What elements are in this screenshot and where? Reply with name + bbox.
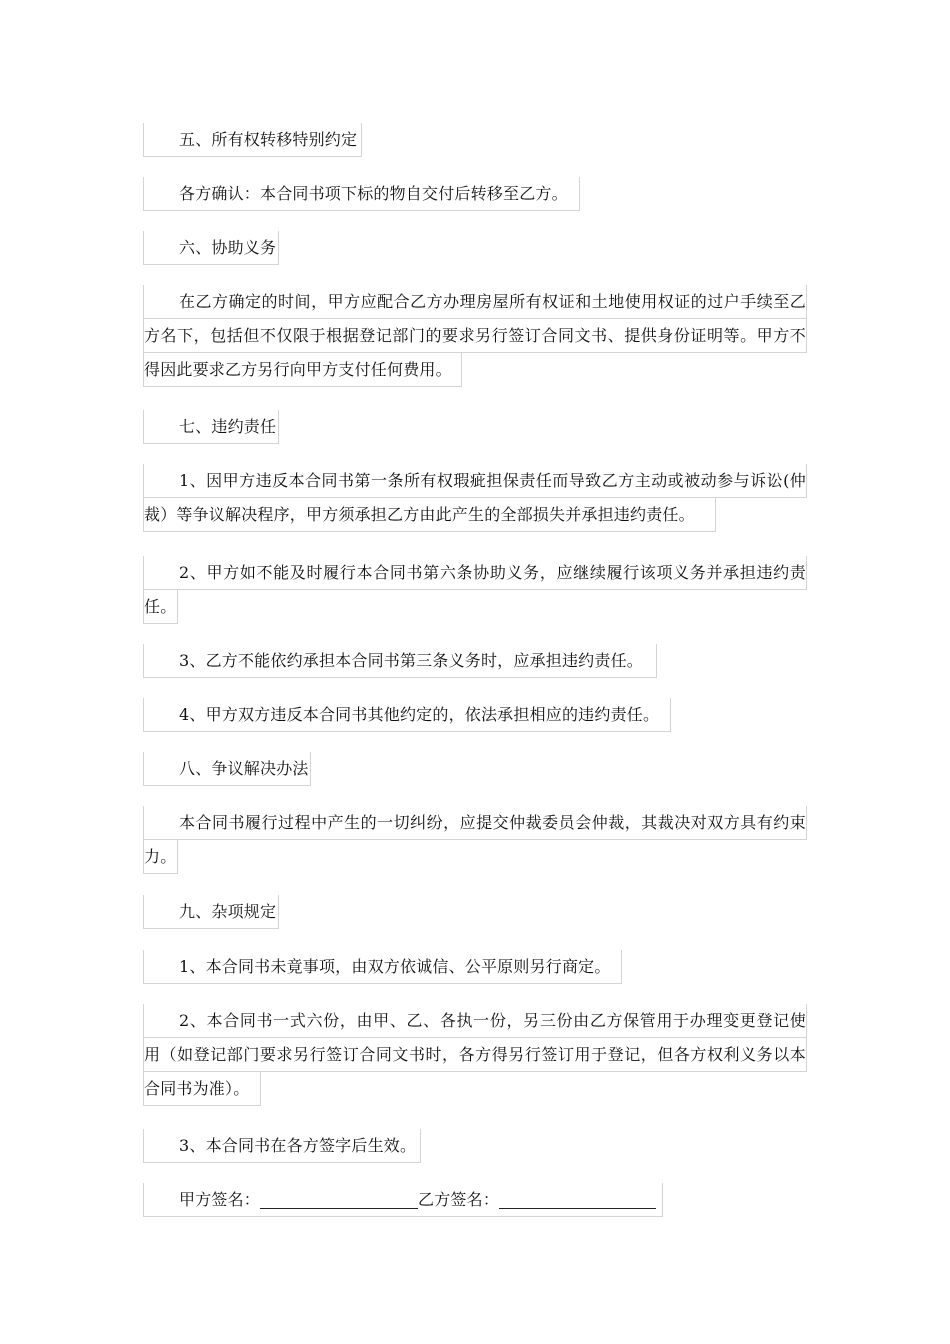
section-5-body: [143, 177, 807, 211]
paragraph-line: 得因此要求乙方另行向甲方支付任何费用。: [143, 353, 462, 387]
paragraph-line: 1、因甲方违反本合同书第一条所有权瑕疵担保责任而导致乙方主动或被动参与诉讼(仲: [143, 464, 807, 498]
paragraph-line: 在乙方确定的时间，甲方应配合乙方办理房屋所有权证和土地使用权证的过户手续至乙: [143, 285, 807, 319]
section-9-item-2: [143, 1004, 807, 1106]
section-8-body: [143, 806, 807, 874]
party-a-signature-label: 甲方签名：: [179, 1190, 261, 1209]
party-b-signature-field[interactable]: [499, 1188, 656, 1209]
party-b-signature-label: 乙方签名：: [418, 1190, 500, 1209]
paragraph-line: 用（如登记部门要求另行签订合同文书时，各方得另行签订用于登记，但各方权利义务以本: [143, 1038, 807, 1072]
heading-text: 九、杂项规定: [143, 895, 279, 929]
section-7-item-2: [143, 556, 807, 624]
section-7-item-3: [143, 644, 807, 678]
paragraph-line: 裁）等争议解决程序，甲方须承担乙方由此产生的全部损失并承担违约责任。: [143, 498, 716, 532]
section-6-body: [143, 285, 807, 387]
paragraph-line: 3、本合同书在各方签字后生效。: [143, 1129, 421, 1163]
section-6-title: [143, 231, 807, 265]
paragraph-line: 力。: [143, 840, 178, 874]
paragraph-line: 4、甲方双方违反本合同书其他约定的，依法承担相应的违约责任。: [143, 698, 671, 732]
paragraph-line: 2、甲方如不能及时履行本合同书第六条协助义务，应继续履行该项义务并承担违约责: [143, 556, 807, 590]
paragraph-line: 合同书为准）。: [143, 1072, 261, 1106]
heading-text: 五、所有权转移特别约定: [143, 123, 362, 157]
section-5-title: [143, 123, 807, 157]
paragraph-line: 任。: [143, 590, 178, 624]
section-7-item-4: [143, 698, 807, 732]
paragraph-line: 1、本合同书未竟事项，由双方依诚信、公平原则另行商定。: [143, 950, 622, 984]
section-8-title: [143, 752, 807, 786]
section-9-title: [143, 895, 807, 929]
paragraph-line: 本合同书履行过程中产生的一切纠纷，应提交仲裁委员会仲裁，其裁决对双方具有约束: [143, 806, 807, 840]
heading-text: 七、违约责任: [143, 410, 279, 444]
paragraph-line: 各方确认：本合同书项下标的物自交付后转移至乙方。: [143, 177, 580, 211]
paragraph-line: 方名下，包括但不仅限于根据登记部门的要求另行签订合同文书、提供身份证明等。甲方不: [143, 319, 807, 353]
heading-text: 六、协助义务: [143, 231, 279, 265]
section-9-item-3: [143, 1129, 807, 1163]
heading-text: 八、争议解决办法: [143, 752, 311, 786]
section-7-item-1: [143, 464, 807, 532]
party-a-signature-field[interactable]: [260, 1188, 418, 1209]
paragraph-line: 2、本合同书一式六份，由甲、乙、各执一份，另三份由乙方保管用于办理变更登记使: [143, 1004, 807, 1038]
paragraph-line: 3、乙方不能依约承担本合同书第三条义务时，应承担违约责任。: [143, 644, 657, 678]
signature-line: [143, 1183, 663, 1217]
section-9-item-1: [143, 950, 807, 984]
signature-block: [143, 1183, 807, 1217]
section-7-title: [143, 410, 807, 444]
